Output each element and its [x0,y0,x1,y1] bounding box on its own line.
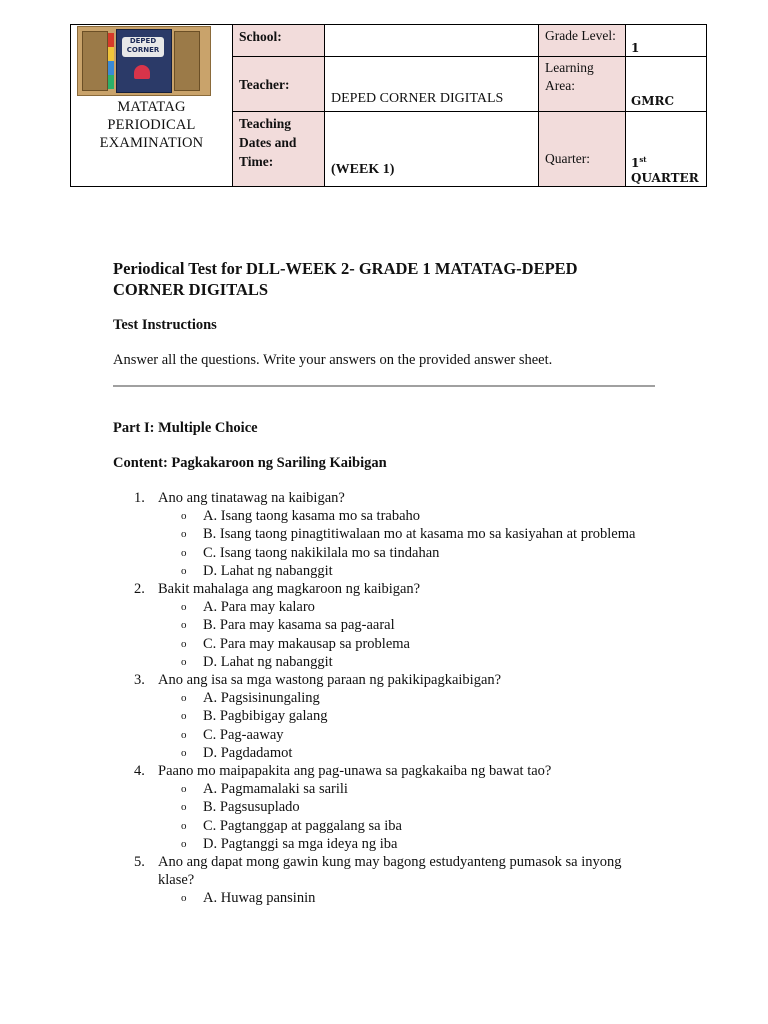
answer-option [158,653,658,671]
option-text: C. Pagtanggap at paggalang sa iba [203,817,402,834]
option-text: D. Pagdadamot [203,744,293,761]
bullet-icon: o [181,619,187,632]
teacher-value: DEPED CORNER DIGITALS [331,91,504,106]
question-text: Bakit mahalaga ang magkaroon ng kaibigan? [158,581,421,598]
option-text: A. Isang taong kasama mo sa trabaho [203,508,421,525]
instructions-heading: Test Instructions [113,317,217,333]
option-text: D. Lahat ng nabanggit [203,562,333,579]
grade-level-value: 1 [631,41,640,55]
question-number: 3. [134,672,145,689]
bullet-icon: o [181,801,187,814]
option-text: C. Para may makausap sa problema [203,635,410,652]
logo-badge: DEPED CORNER [122,37,164,57]
answer-option [158,726,658,744]
bullet-icon: o [181,692,187,705]
grade-level-value-cell [626,25,707,57]
question-text: Ano ang tinatawag na kaibigan? [158,490,345,506]
answer-option [158,835,658,853]
option-text: A. Para may kalaro [203,599,315,616]
answer-option [158,689,658,707]
part-heading: Part I: Multiple Choice [113,420,258,436]
option-text: D. Lahat ng nabanggit [203,653,333,670]
question-number: 4. [134,763,145,780]
document-title: Periodical Test for DLL-WEEK 2- GRADE 1 MATATAG-DEPED CORNER DIGITALS [113,259,578,299]
question-number: 5. [134,854,145,871]
teaching-dates-label: Teaching Dates and Time: [239,116,297,169]
bullet-icon: o [181,783,187,796]
learning-area-value-cell [626,57,707,112]
bullet-icon: o [181,601,187,614]
answer-option [158,616,658,634]
header-table [70,24,707,187]
learning-area-label-cell [539,57,626,112]
bullet-icon: o [181,655,187,668]
teacher-label-cell [233,57,325,112]
question-number: 2. [134,581,145,598]
bullet-icon: o [181,837,187,850]
option-text: B. Isang taong pinagtitiwalaan mo at kasama mo sa kasiyahan at problema [203,526,636,543]
option-text: A. Pagmamalaki sa sarili [203,781,348,798]
option-text: B. Pagsusuplado [203,799,300,816]
bullet-icon: o [181,710,187,723]
answer-option [158,798,658,816]
answer-option [158,889,658,907]
question-item [113,489,658,580]
question-item [113,671,658,762]
answer-option [158,817,658,835]
bullet-icon: o [181,892,187,905]
bullet-icon: o [181,637,187,650]
question-item [113,580,658,671]
teaching-dates-value-cell [325,112,539,187]
option-list [158,780,658,853]
teaching-dates-label-cell [233,112,325,187]
answer-option [158,544,658,562]
answer-option [158,562,658,580]
bullet-icon: o [181,819,187,832]
teaching-dates-value: (WEEK 1) [331,162,395,177]
answer-option [158,635,658,653]
document-body [113,258,658,908]
quarter-value-cell [626,112,707,187]
quarter-value: 1st QUARTER [631,155,699,185]
option-list [158,598,658,671]
option-text: C. Isang taong nakikilala mo sa tindahan [203,544,440,561]
quarter-label-cell [539,112,626,187]
option-text: D. Pagtanggi sa mga ideya ng iba [203,835,398,852]
answer-option [158,707,658,725]
question-item [113,762,658,853]
learning-area-value: GMRC [631,94,675,108]
bullet-icon: o [181,528,187,541]
quarter-label: Quarter: [545,151,590,166]
answer-option [158,744,658,762]
answer-option [158,507,658,525]
teacher-value-cell [325,57,539,112]
teacher-label: Teacher: [239,77,290,92]
question-text: Ano ang isa sa mga wastong paraan ng pakikipagkaibigan? [158,672,502,689]
answer-option [158,525,658,543]
question-list [113,489,658,908]
option-text: C. Pag-aaway [203,726,284,743]
logo-title-cell [71,25,233,187]
option-text: A. Pagsisinungaling [203,690,320,707]
option-text: A. Huwag pansinin [203,890,316,907]
option-list [158,889,658,907]
bullet-icon: o [181,728,187,741]
question-item [113,853,658,908]
content-heading: Content: Pagkakaroon ng Sariling Kaibigan [113,455,387,471]
bullet-icon: o [181,510,187,523]
answer-option [158,598,658,616]
question-number: 1. [134,490,145,506]
grade-level-label: Grade Level: [545,28,616,43]
option-text: B. Pagbibigay galang [203,708,328,725]
question-text: Ano ang dapat mong gawin kung may bagong estudyanteng pumasok sa inyong klase? [158,854,622,889]
option-text: B. Para may kasama sa pag-aaral [203,617,395,634]
learning-area-label: Learning Area: [545,60,594,93]
bullet-icon: o [181,564,187,577]
bullet-icon: o [181,546,187,559]
grade-level-label-cell [539,25,626,57]
option-list [158,689,658,762]
option-list [158,507,658,580]
question-text: Paano mo maipapakita ang pag-unawa sa pagkakaiba ng bawat tao? [158,763,552,780]
answer-option [158,780,658,798]
deped-corner-logo [77,26,211,96]
school-label-cell [233,25,325,57]
horizontal-divider [113,385,655,387]
school-value [325,25,538,29]
exam-title: MATATAG PERIODICAL EXAMINATION [99,99,204,151]
bullet-icon: o [181,746,187,759]
school-value-cell [325,25,539,57]
school-label: School: [239,29,282,44]
instructions-text: Answer all the questions. Write your answers on the provided answer sheet. [113,352,553,368]
